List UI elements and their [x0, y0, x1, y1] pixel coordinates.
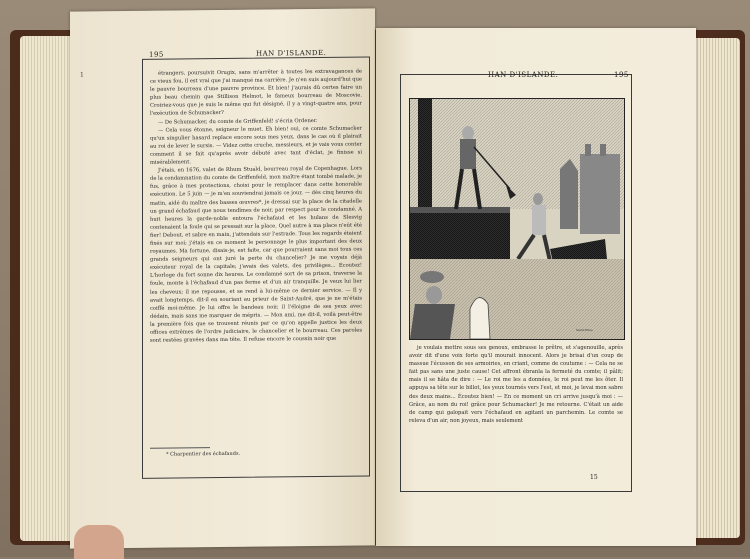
left-paragraph: — De Schumacker, du comte de Griffenfeld! s'écria Ordener.: [158, 117, 318, 126]
holding-thumb: [74, 525, 124, 559]
left-running-title: HAN D'ISLANDE.: [256, 48, 327, 58]
right-page: [376, 28, 696, 546]
executioner-scene-image: [410, 99, 624, 339]
left-page-text: [150, 68, 362, 446]
left-paragraph: étrangers, poursuivit Orugix, sans m'arrêter à toutes les extravagances de ce vieux fou, il est vrai que j'ai manqué ma carrière. Je n'en suis aujourd'hui que le pauvre bourreau d'une pauvre province. Et bien! j'aurais dû certes faire un plus beau chemin que Stillison Helmot, le fameux bourreau de Moscovie. Croiriez-vous que je suis le même qui fut désigné, il y a vingt-quatre ans, pour l'exécution de Schumacker?: [150, 68, 362, 118]
signature-mark: 15: [590, 474, 598, 481]
right-running-title: HAN D'ISLANDE.: [488, 71, 559, 79]
left-page-number: 195: [149, 50, 164, 59]
left-page: [70, 8, 375, 548]
left-paragraph: J'étais, en 1676, valet de Rhum Stuald, bourreau royal de Copenhague. Lors de la condamnation du comte de Griffenfeld, mon maître étant tombé malade, je fus, grâce à mes protections, choisi pour le remplacer dans cette honorable exécution. Le 5 juin — je m'en souviendrai jamais ce jour, — dès cinq heures du matin, aidé du maître des basses œuvres*, je dressai sur la place de la citadelle un grand échafaud que nous tendîmes de noir, par respect pour le condamné. A huit heures la garde-noble entoura l'échafaud et les hulans de Slesvig contenaient la foule qui se pressait sur la place. Quel autre à ma place n'eût été fier! Debout, et sabre en main, j'attendais sur l'estrade. Tous les regards étaient fixés sur moi; j'étais en ce moment le personnage le plus important des deux royaumes. Ma fortune, disais-je, est faite, car que pourraient sans moi tous ces grands seigneurs qui ont juré la perte du chancelier? Je me voyais déjà exécuteur royal de la capitale; j'avais des valets, des privilèges... Ecoutez! L'horloge du fort sonne dix heures. Le condamné sort de sa prison, traverse la foule, monte à l'échafaud d'un pas ferme et d'un air tranquille. Je veux lui lier les cheveux; il me repousse, et se rend à lui-même ce dernier service. — Il y avait longtemps, dit-il en souriant au prieur de Saint-André, que je ne m'étais coiffé moi-même. Je lui offre le bandeau noir, il l'éloigne de ses yeux avec dédain, mais sans me marquer de mépris. — Mon ami, me dit-il, voilà peut-être la première fois que se trouvent réunis par ce qu'on appelle justice les deux offices extrêmes de l'ordre judiciaire, le chancelier et le bourreau. Ces paroles sont restées gravées dans ma tête. Il refuse encore le coussin noir que: [150, 165, 362, 344]
engraving-illustration: [409, 98, 625, 340]
right-page-text: [409, 344, 623, 472]
right-paragraph: je voulais mettre sous ses genoux, embrasse le prêtre, et s'agenouille, après avoir dit d'une voix forte qu'il mourait innocent. Alors je brisai d'un coup de massue l'écusson de ses armoiries, en criant, comme de coutume : — Cela ne se fait pas sans une juste cause! Cet affront ébranla la fermeté du comte; il pâlit; mais il se hâta de dire : — Le roi me les a données, le roi peut me les ôter. Il appuya sa tête sur le billot, les yeux tournés vers l'est, et moi, je levai mon sabre des deux mains... Écoutez bien! — En ce moment un cri arrive jusqu'à moi : — Grâce, au nom du roi! grâce pour Schumacker! Je me retourne. C'était un aide de camp qui galopait vers l'échafaud en agitant un parchemin. Le comte se releva d'un air, non joyeux, mais seulement: [409, 345, 623, 424]
right-page-stack: [695, 38, 740, 538]
footnote: * Charpentier des échafauds.: [166, 450, 241, 458]
left-paragraph: — Cela vous étonne, seigneur le muet. Eh bien! oui, ce comte Schumacker qu'un singulier hasard replace encore sous mes yeux, dans le cas où il plairait au roi de lever le sursis. — Videz cette cruche, messieurs, et je vais vous conter comment il se fait qu'après avoir débuté avec tant d'éclat, je finisse si misérablement.: [150, 125, 362, 166]
right-page-number: 195: [614, 71, 629, 79]
left-edge-mark: 1: [80, 71, 84, 79]
engraver-credit: Saint-Elme: [576, 328, 593, 332]
